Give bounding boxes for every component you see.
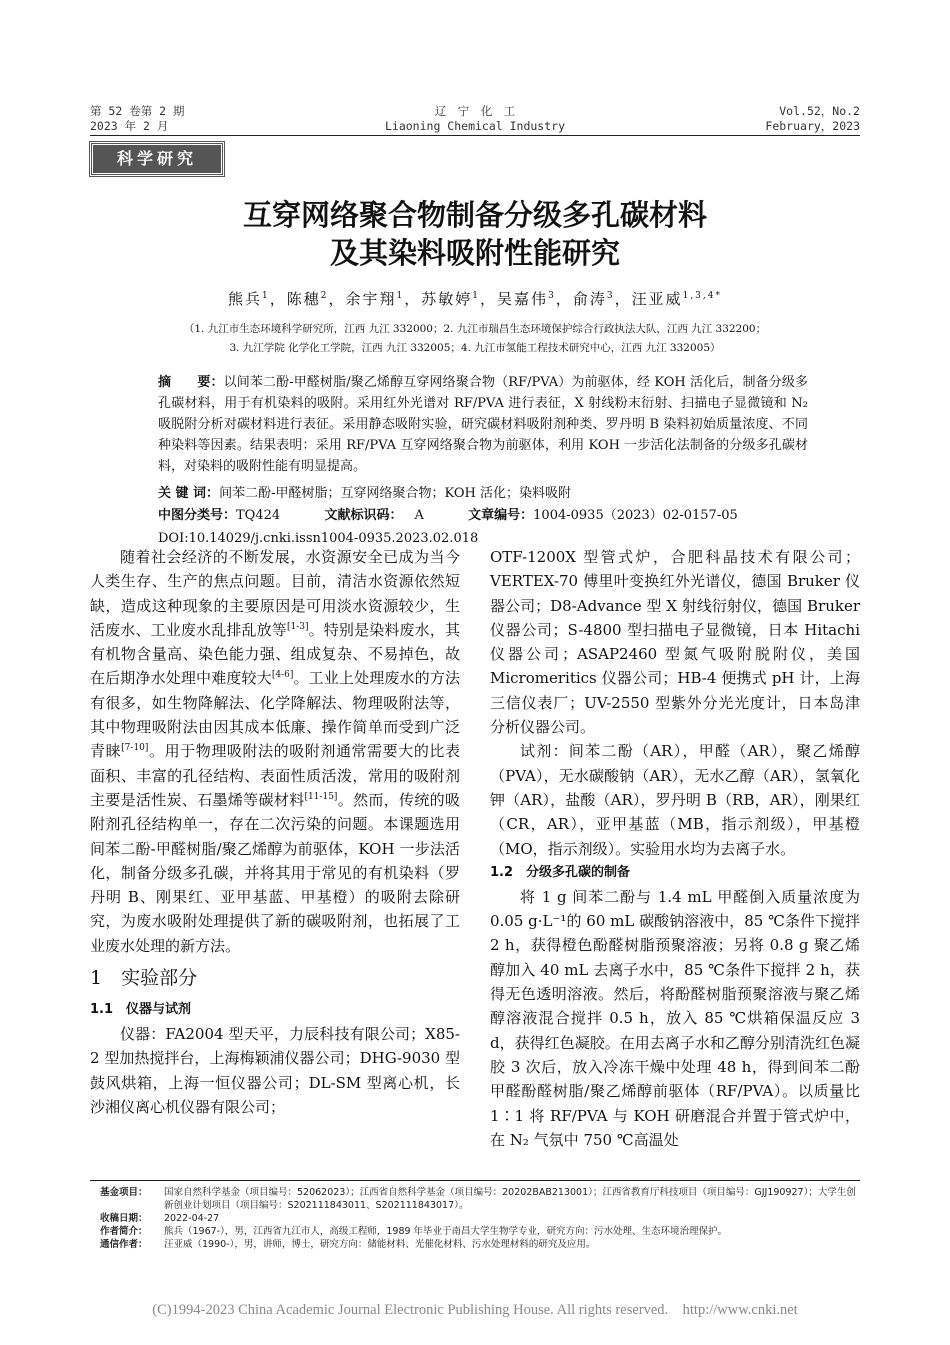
affiliation-line-1: （1. 九江市生态环境科学研究所，江西 九江 332000；2. 九江市瑞昌生态环境保护综合行政执法大队，江西 九江 332200； <box>183 323 767 335</box>
author-name: 汪亚威 <box>631 290 683 308</box>
footnote-rule <box>90 1180 860 1181</box>
author-name: 余宇翔 <box>345 290 397 308</box>
author-bio: 作者简介： 熊兵（1967-），男，江西省九江市人，高级工程师，1989 年毕业于南昌大学生物学专业，研究方向：污水处理、生态环境治理保护。 <box>100 1226 728 1237</box>
author-affiliation-mark: 1 <box>262 291 270 301</box>
abstract-block <box>158 372 808 477</box>
affiliation-line-2: 3. 九江学院 化学化工学院，江西 九江 332005；4. 九江市氢能工程技术研究中心，江西 九江 332005） <box>229 342 721 354</box>
author-name: 熊兵 <box>227 290 262 308</box>
left-column <box>90 545 460 1119</box>
instruments-paragraph: 仪器：FA2004 型天平，力辰科技有限公司；X85-2 型加热搅拌台，上海梅颖浦仪器公司；DHG-9030 型鼓风烘箱，上海一恒仪器公司；DL-SM 型离心机，长沙湘仪离心机仪器有限公司； <box>90 1025 460 1116</box>
author-affiliation-mark: 1 <box>396 291 405 301</box>
footnotes <box>100 1186 860 1251</box>
affiliations <box>0 320 950 358</box>
volume-issue-en: Vol.52，No.2 <box>779 104 860 118</box>
intro-paragraph: 随着社会经济的不断发展，水资源安全已成为当今人类生存、生产的焦点问题。目前，清洁水资源依然短缺，造成这种现象的主要原因是可用淡水资源较少，生活废水、工业废水乱排乱放等[1-3]。特别是染料废水，其有机物含量高、染色能力强、组成复杂、不易掉色，故在后期净水处理中难度较大[4-6]。工业上处理废水的方法有很多，如生物降解法、化学降解法、物理吸附法等，其中物理吸附法由因其成本低廉、操作简单而受到广泛青睐[7-10]。用于物理吸附法的吸附剂通常需要大的比表面积、丰富的孔径结构、表面性质活泼，常用的吸附剂主要是活性炭、石墨烯等碳材料[11-15]。然而，传统的吸附剂孔径结构单一，存在二次污染的问题。本课题选用间苯二酚-甲醛树脂/聚乙烯醇为前驱体，KOH 一步法活化，制备分级多孔碳，并将其用于常见的有机染料（罗丹明 B、刚果红、亚甲基蓝、甲基橙）的吸附去除研究，为废水吸附处理提供了新的碳吸附剂，也拓展了工业废水处理的新方法。 <box>90 548 460 955</box>
right-column <box>490 545 860 1152</box>
journal-name-en: Liaoning Chemical Industry <box>384 119 565 133</box>
keywords-label: 关 键 词： <box>158 486 220 501</box>
section-1-2-heading: 1.2 分级多孔碳的制备 <box>490 864 631 880</box>
date-en: February，2023 <box>765 119 860 133</box>
clc-label: 中图分类号： <box>158 508 237 523</box>
section-1-1-heading: 1.1 仪器与试剂 <box>90 1002 192 1018</box>
category-badge <box>90 142 224 176</box>
copyright-watermark: (C)1994-2023 China Academic Journal Electronic Publishing House. All rights reserved. http://www.cnki.net <box>152 1302 798 1318</box>
author-affiliation-mark: 1,3,4* <box>682 291 722 301</box>
paper-title <box>0 196 950 272</box>
article-number-label: 文章编号： <box>468 508 534 523</box>
instruments-continued: OTF-1200X 型管式炉，合肥科晶技术有限公司；VERTEX-70 傅里叶变换红外光谱仪，德国 Bruker 仪器公司；D8-Advance 型 X 射线衍射仪，德国 Bruker 仪器公司；S-4800 型扫描电子显微镜，日本 Hitachi 仪器公司；ASAP2460 型氮气吸附脱附仪，美国 Micromeritics 仪器公司；HB-4 便携式 pH 计，上海三信仪表厂；UV-2550 型紫外分光光度计，日本岛津分析仪器公司。 <box>490 548 860 737</box>
title-line-1: 互穿网络聚合物制备分级多孔碳材料 <box>242 198 707 232</box>
doc-code-label: 文献标识码： <box>324 508 403 523</box>
author-name: 苏敏婷 <box>421 290 473 308</box>
article-number-value: 1004-0935（2023）02-0157-05 <box>533 508 738 523</box>
category-label: 科学研究 <box>116 149 197 168</box>
citation[interactable]: [4-6] <box>271 670 294 681</box>
doc-code-value: A <box>414 508 424 523</box>
date-cn: 2023 年 2 月 <box>90 119 169 133</box>
author-affiliation-mark: 3 <box>548 291 556 301</box>
keywords-block <box>158 483 808 504</box>
author-name: 陈穗 <box>286 290 321 308</box>
keywords-text: 间苯二酚-甲醛树脂；互穿网络聚合物；KOH 活化；染料吸附 <box>219 486 571 501</box>
doi[interactable]: DOI:10.14029/j.cnki.issn1004-0935.2023.02.018 <box>158 531 479 546</box>
abstract-text: 以间苯二酚-甲醛树脂/聚乙烯醇互穿网络聚合物（RF/PVA）为前驱体，经 KOH 活化后，制备分级多孔碳材料，用于有机染料的吸附。采用红外光谱对 RF/PVA 进行表征，X 射线粉末衍射、扫描电子显微镜和 N₂吸脱附分析对碳材料进行表征。采用静态吸附实验，研究碳材料吸附剂种类、罗丹明 B 染料初始质量浓度、不同种染料等因素。结果表明：采用 RF/PVA 互穿网络聚合物为前驱体，利用 KOH 一步活化法制备的分级多孔碳材料，对染料的吸附性能有明显提高。 <box>158 375 808 474</box>
author-affiliation-mark: 2 <box>320 291 329 301</box>
header-rule <box>90 135 860 136</box>
classification-block <box>158 505 808 526</box>
author-name: 俞涛 <box>572 290 607 308</box>
author-affiliation-mark: 1 <box>472 291 481 301</box>
title-line-2: 及其染料吸附性能研究 <box>329 236 620 270</box>
abstract-label: 摘 要： <box>158 375 224 390</box>
journal-name-cn: 辽 宁 化 工 <box>434 104 516 118</box>
reagents-paragraph: 试剂：间苯二酚（AR），甲醛（AR），聚乙烯醇（PVA），无水碳酸钠（AR），无水乙醇（AR），氢氧化钾（AR），盐酸（AR），罗丹明 B（RB，AR），刚果红（CR，AR），亚甲基蓝（MB，指示剂级），甲基橙（MO，指示剂级）。实验用水均为去离子水。 <box>490 742 860 858</box>
author-list: 熊兵$^1$，陈穗$^2$，余宇翔$^1$，苏敏婷$^1$，吴嘉伟$^3$，俞涛$^3$，汪亚威$^{1,3,4*}$ <box>227 290 722 308</box>
author-name: 吴嘉伟 <box>497 290 549 308</box>
corresponding-author: 通信作者： 汪亚威（1990-），男，讲师，博士，研究方向：储能材料、光催化材料、污水处理材料的研究及应用。 <box>100 1239 596 1250</box>
author-affiliation-mark: 3 <box>606 291 615 301</box>
funding-note: 基金项目： 国家自然科学基金（项目编号：52062023）；江西省自然科学基金（项目编号：20202BAB213001）；江西省教育厅科技项目（项目编号：GJJ190927）；大学生创新创业计划项目（项目编号：S202111843011、S202111843017）。 <box>100 1187 856 1211</box>
citation[interactable]: [11-15] <box>304 791 338 802</box>
section-1-heading: 1 实验部分 <box>90 967 198 990</box>
received-date: 收稿日期： 2022-04-27 <box>100 1213 220 1224</box>
citation[interactable]: [7-10] <box>121 743 149 754</box>
clc-value: TQ424 <box>236 508 281 523</box>
volume-issue-cn: 第 52 卷第 2 期 <box>90 104 185 118</box>
citation[interactable]: [1-3] <box>286 621 309 632</box>
preparation-paragraph: 将 1 g 间苯二酚与 1.4 mL 甲醛倒入质量浓度为 0.05 g·L⁻¹的 60 mL 碳酸钠溶液中，85 ℃条件下搅拌 2 h，获得橙色酚醛树脂预聚溶液；另将 0.8 g 聚乙烯醇加入 40 mL 去离子水中，85 ℃条件下搅拌 2 h，获得无色透明溶液。然后，将酚醛树脂预聚溶液与聚乙烯醇溶液混合搅拌 0.5 h，放入 85 ℃烘箱保温反应 3 d，获得红色凝胶。在用去离子水和乙醇分别清洗红色凝胶 3 次后，放入冷冻干燥中处理 48 h，得到间苯二酚甲醛酚醛树脂/聚乙烯醇前驱体（RF/PVA）。以质量比 1∶1 将 RF/PVA 与 KOH 研磨混合并置于管式炉中，在 N₂ 气氛中 750 ℃高温处 <box>490 887 860 1149</box>
